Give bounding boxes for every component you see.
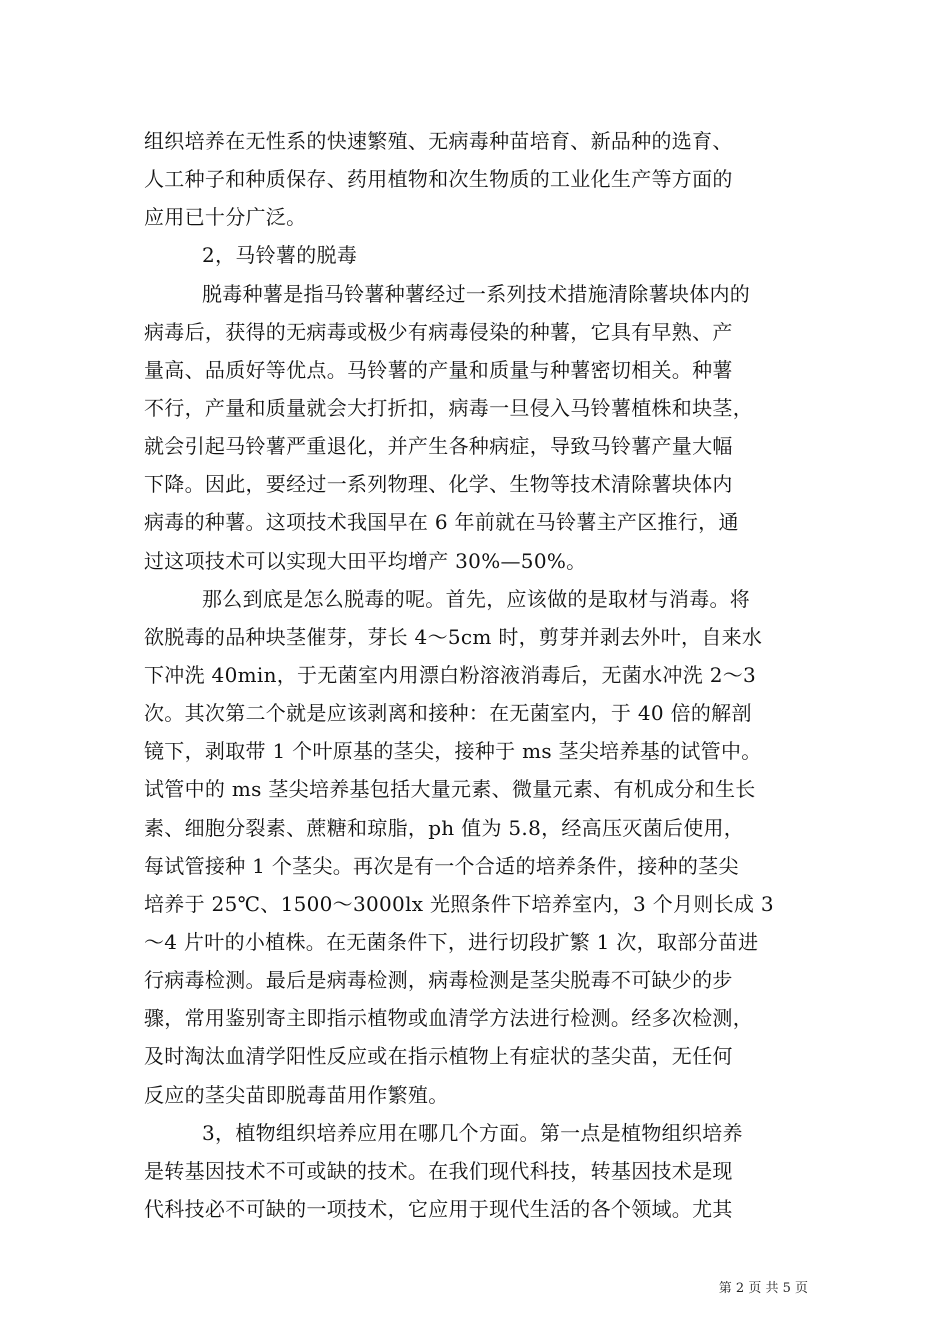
- text-line: 3，植物组织培养应用在哪几个方面。第一点是植物组织培养: [202, 1120, 743, 1145]
- text-line: 就会引起马铃薯严重退化，并产生各种病症，导致马铃薯产量大幅: [144, 434, 733, 459]
- text-line: 培养于 25℃、1500～3000lx 光照条件下培养室内，3 个月则长成 3: [144, 891, 774, 916]
- text-line: 组织培养在无性系的快速繁殖、无病毒种苗培育、新品种的选育、: [144, 129, 733, 153]
- text-line: 应用已十分广泛。: [144, 205, 307, 230]
- text-line: 下降。因此，要经过一系列物理、化学、生物等技术清除薯块体内: [144, 472, 733, 497]
- text-line: 镜下，剥取带 1 个叶原基的茎尖，接种于 ms 茎尖培养基的试管中。: [144, 739, 762, 764]
- document-body: [144, 122, 816, 1228]
- text-line: 及时淘汰血清学阳性反应或在指示植物上有症状的茎尖苗，无任何: [144, 1044, 733, 1069]
- text-line: 每试管接种 1 个茎尖。再次是有一个合适的培养条件，接种的茎尖: [144, 853, 739, 878]
- text-line: 行病毒检测。最后是病毒检测，病毒检测是茎尖脱毒不可缺少的步: [144, 968, 733, 993]
- text-line: 人工种子和种质保存、药用植物和次生物质的工业化生产等方面的: [144, 167, 733, 192]
- text-line: 代科技必不可缺的一项技术，它应用于现代生活的各个领域。尤其: [144, 1196, 733, 1221]
- text-line: 量高、品质好等优点。马铃薯的产量和质量与种薯密切相关。种薯: [144, 357, 733, 382]
- text-line: 病毒的种薯。这项技术我国早在 6 年前就在马铃薯主产区推行，通: [144, 510, 739, 535]
- text-line: 次。其次第二个就是应该剥离和接种：在无菌室内，于 40 倍的解剖: [144, 701, 752, 726]
- text-line: 欲脱毒的品种块茎催芽，芽长 4～5cm 时，剪芽并剥去外叶，自来水: [144, 624, 763, 649]
- text-line: 脱毒种薯是指马铃薯种薯经过一系列技术措施清除薯块体内的: [202, 281, 751, 306]
- text-line: 是转基因技术不可或缺的技术。在我们现代科技，转基因技术是现: [144, 1158, 733, 1183]
- text-line: ～4 片叶的小植株。在无菌条件下，进行切段扩繁 1 次，取部分苗进: [144, 929, 759, 954]
- text-line: 2，马铃薯的脱毒: [202, 243, 358, 268]
- text-line: 下冲洗 40min，于无菌室内用漂白粉溶液消毒后，无菌水冲洗 2～3: [144, 662, 757, 687]
- text-line: 病毒后，获得的无病毒或极少有病毒侵染的种薯，它具有早熟、产: [144, 319, 733, 344]
- text-line: 那么到底是怎么脱毒的呢。首先，应该做的是取材与消毒。将: [202, 586, 751, 611]
- text-line: 反应的茎尖苗即脱毒苗用作繁殖。: [144, 1082, 449, 1107]
- page-number-footer: 第 2 页 共 5 页: [718, 1281, 808, 1296]
- text-line: 骤，常用鉴别寄主即指示植物或血清学方法进行检测。经多次检测，: [144, 1006, 753, 1031]
- text-line: 不行，产量和质量就会大打折扣，病毒一旦侵入马铃薯植株和块茎，: [144, 395, 753, 420]
- text-line: 试管中的 ms 茎尖培养基包括大量元素、微量元素、有机成分和生长: [144, 777, 756, 802]
- text-line: 素、细胞分裂素、蔗糖和琼脂，ph 值为 5.8，经高压灭菌后使用，: [144, 815, 745, 840]
- text-line: 过这项技术可以实现大田平均增产 30%—50%。: [144, 548, 587, 573]
